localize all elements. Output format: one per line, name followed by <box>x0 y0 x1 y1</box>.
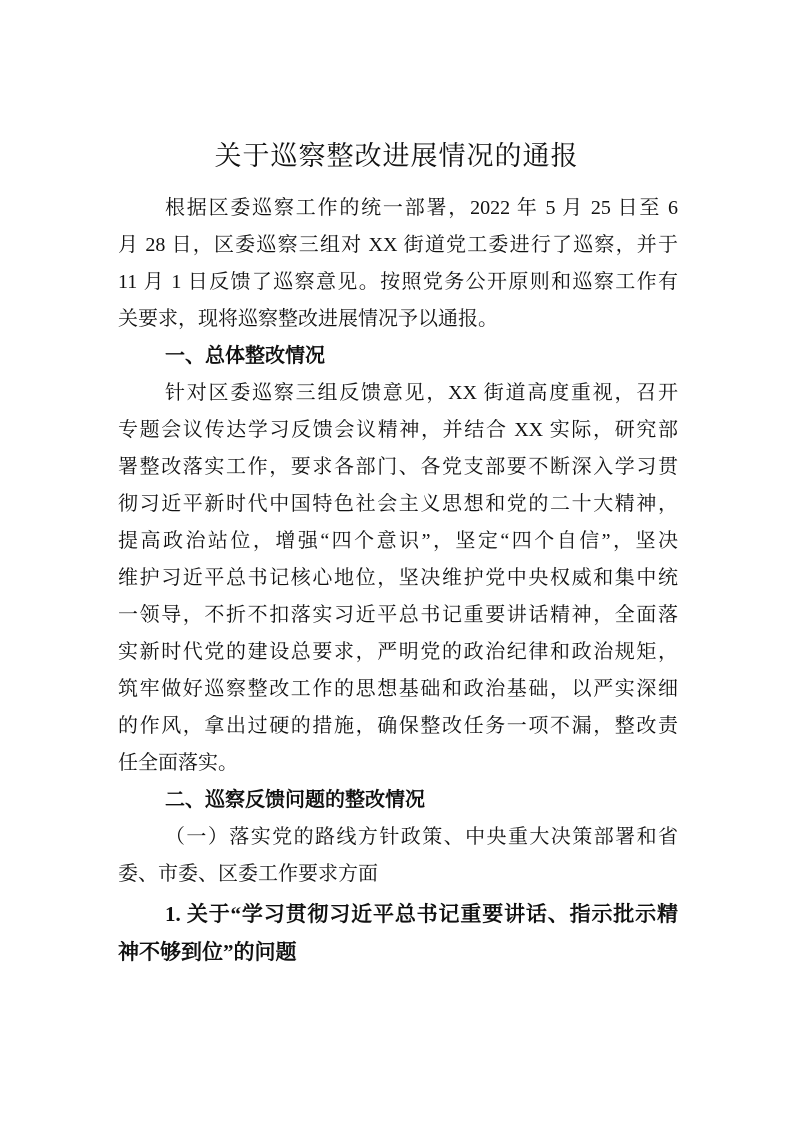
section-heading: 二、巡察反馈问题的整改情况 <box>165 789 425 811</box>
paragraph-line: 实新时代党的建设总要求，严明党的政治纪律和政治规矩， <box>118 641 678 663</box>
section-heading: 一、总体整改情况 <box>165 345 325 367</box>
subsection-heading-line: 委、市委、区委工作要求方面 <box>118 863 378 885</box>
paragraph-line: 筑牢做好巡察整改工作的思想基础和政治基础，以严实深细 <box>118 678 678 700</box>
paragraph-line: 根据区委巡察工作的统一部署，2022 年 5 月 25 日至 6 <box>165 197 678 219</box>
item-heading-line: 1. 关于“学习贯彻习近平总书记重要讲话、指示批示精 <box>165 902 678 926</box>
item-heading-line: 神不够到位”的问题 <box>118 940 297 964</box>
paragraph-line: 提高政治站位，增强“四个意识”，坚定“四个自信”，坚决 <box>118 530 678 552</box>
paragraph-line: 针对区委巡察三组反馈意见，XX 街道高度重视，召开 <box>165 382 678 404</box>
paragraph-line: 任全面落实。 <box>118 752 238 774</box>
paragraph-line: 月 28 日，区委巡察三组对 XX 街道党工委进行了巡察，并于 <box>118 234 678 256</box>
subsection-heading-line: （一）落实党的路线方针政策、中央重大决策部署和省 <box>165 826 678 848</box>
paragraph-line: 一领导，不折不扣落实习近平总书记重要讲话精神，全面落 <box>118 604 678 626</box>
paragraph-line: 11 月 1 日反馈了巡察意见。按照党务公开原则和巡察工作有 <box>118 271 678 293</box>
paragraph-line: 维护习近平总书记核心地位，坚决维护党中央权威和集中统 <box>118 567 678 589</box>
document-title: 关于巡察整改进展情况的通报 <box>214 141 579 171</box>
paragraph-line: 关要求，现将巡察整改进展情况予以通报。 <box>118 308 498 330</box>
paragraph-line: 署整改落实工作，要求各部门、各党支部要不断深入学习贯 <box>118 456 678 478</box>
paragraph-line: 的作风，拿出过硬的措施，确保整改任务一项不漏，整改责 <box>118 715 678 737</box>
document-body <box>118 190 678 971</box>
paragraph-line: 专题会议传达学习反馈会议精神，并结合 XX 实际，研究部 <box>118 419 678 441</box>
paragraph-line: 彻习近平新时代中国特色社会主义思想和党的二十大精神， <box>118 493 678 515</box>
